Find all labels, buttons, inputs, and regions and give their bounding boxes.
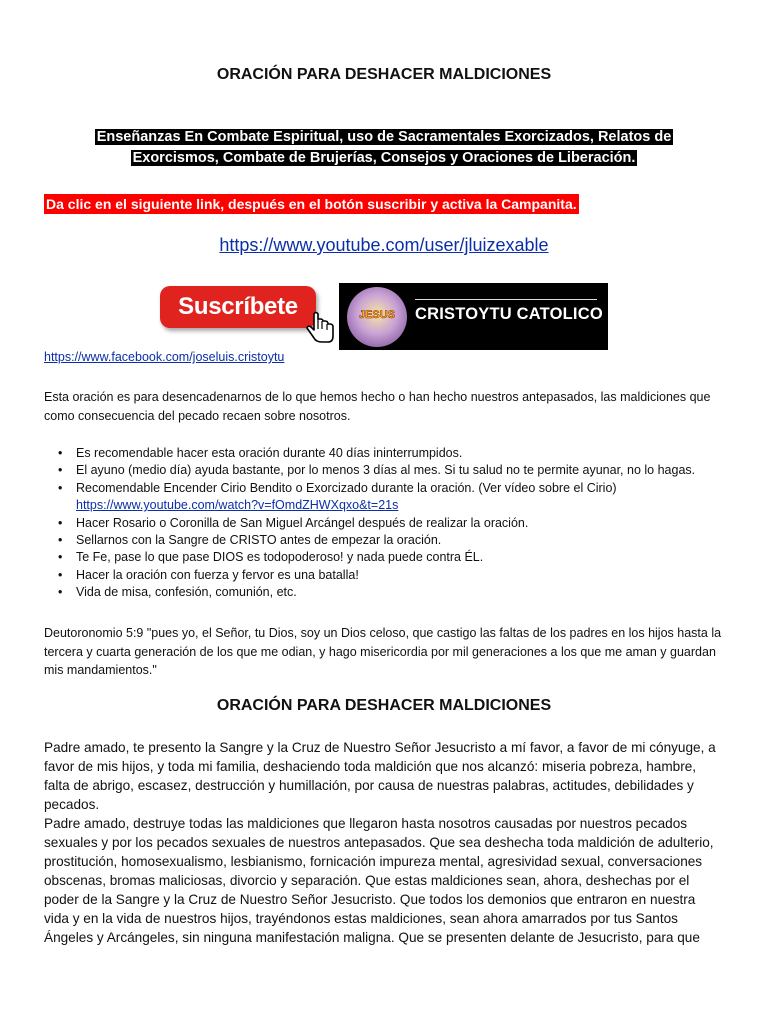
- list-item: • Hacer la oración con fuerza y fervor es una batalla!: [44, 567, 734, 584]
- intro-paragraph: Esta oración es para desencadenarnos de lo que hemos hecho o han hecho nuestros antepasados, las maldiciones que como consecuencia del pecado recaen sobre nosotros.: [44, 390, 711, 423]
- list-item: • Es recomendable hacer esta oración durante 40 días ininterrumpidos.: [44, 445, 734, 462]
- scripture-quote: Deutoronomio 5:9 "pues yo, el Señor, tu Dios, soy un Dios celoso, que castigo las faltas de los padres en los hijos hasta la tercera y cuarta generación de los que me odian, y hago misericordia por mil generaciones a los que me aman y guardan mis mandamientos.": [44, 626, 722, 677]
- avatar-text: JESUS: [358, 309, 396, 321]
- subscribe-label: Suscríbete: [178, 293, 298, 320]
- facebook-link[interactable]: https://www.facebook.com/joseluis.cristoytu: [44, 350, 285, 364]
- list-item: • El ayuno (medio día) ayuda bastante, por lo menos 3 días al mes. Si tu salud no te permite ayunar, no lo hagas.: [44, 462, 734, 479]
- recommendations-list: [44, 445, 734, 602]
- intro-line-1: Enseñanzas En Combate Espiritual, uso de Sacramentales Exorcizados, Relatos de: [96, 129, 672, 145]
- list-item-text: Recomendable Encender Cirio Bendito o Exorcizado durante la oración. (Ver vídeo sobre el Cirio): [76, 480, 617, 495]
- cirio-video-link[interactable]: https://www.youtube.com/watch?v=fOmdZHWXqxo&t=21s: [76, 498, 399, 513]
- list-item: • Vida de misa, confesión, comunión, etc.: [44, 584, 734, 601]
- banner-divider: [415, 299, 597, 300]
- list-item: [44, 480, 734, 515]
- intro-line-2: Exorcismos, Combate de Brujerías, Consejos y Oraciones de Liberación.: [132, 150, 636, 166]
- prayer-paragraph: Padre amado, te presento la Sangre y la Cruz de Nuestro Señor Jesucristo a mí favor, a favor de mi cónyuge, a favor de mis hijos, y toda mi familia, deshaciendo toda maldición que nos alcanzó: miseria pobreza, hambre, falta de abrigo, escasez, destrucción y humillación, por causa de nuestras palabras, actitudes, debilidades y pecados.: [44, 740, 716, 812]
- prayer-paragraph: Padre amado, destruye todas las maldiciones que llegaron hasta nosotros causadas por nuestros pecados sexuales y por los pecados sexuales de nuestros antepasados. Que sea deshecha toda maldición de adulterio, prostitución, homosexualismo, lesbianismo, fornicación impureza mental, agresividad sexual, conversaciones obscenas, bromas maliciosas, divorcio y separación. Que estas maldiciones sean, ahora, deshechas por el poder de la Sangre y la Cruz de Nuestro Señor Jesucristo. Que todos los demonios que entraron en nuestra vida y en la vida de nuestros hijos, trayéndonos estas maldiciones, sean ahora amarrados por tus Santos Ángeles y Arcángeles, sin ninguna manifestación maligna. Que se presenten delante de Jesucristo, para que: [44, 816, 714, 945]
- prayer-title: ORACIÓN PARA DESHACER MALDICIONES: [216, 697, 552, 714]
- red-call-to-action: Da clic en el siguiente link, después en el botón suscribir y activa la Campanita.: [46, 196, 577, 212]
- channel-banner[interactable]: [339, 283, 608, 350]
- channel-avatar: [347, 287, 407, 347]
- subscribe-button[interactable]: [160, 286, 316, 328]
- list-item: • Te Fe, pase lo que pase DIOS es todopoderoso! y nada puede contra ÉL.: [44, 549, 734, 566]
- youtube-link[interactable]: https://www.youtube.com/user/jluizexable: [219, 235, 549, 255]
- prayer-text: [44, 738, 724, 947]
- list-item: • Hacer Rosario o Coronilla de San Miguel Arcángel después de realizar la oración.: [44, 515, 734, 532]
- pointer-hand-icon: [302, 310, 338, 346]
- list-item: • Sellarnos con la Sangre de CRISTO antes de empezar la oración.: [44, 532, 734, 549]
- intro-highlight: [0, 127, 768, 169]
- channel-name: CRISTOYTU CATOLICO: [415, 305, 603, 323]
- page-title: ORACIÓN PARA DESHACER MALDICIONES: [216, 66, 552, 83]
